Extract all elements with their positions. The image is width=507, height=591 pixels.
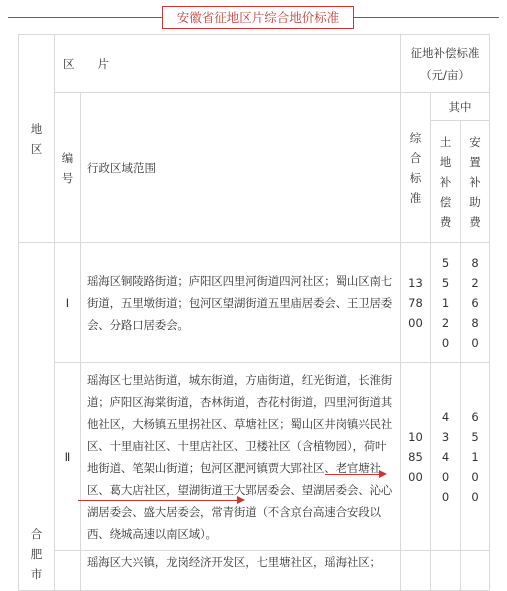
resettle-value-cell [461, 243, 490, 363]
zone-scope: 瑶海区七里站街道，城东街道，方庙街道，红光街道，长淮街道；庐阳区海棠街道，杏林街道，杏花村街道，四里河街道其他社区，大杨镇五里拐社区、草塘社区；蜀山区井岗镇兴民社区、十里庙社区、十里店社区、卫楼社区（含植物园），荷叶地街道、笔架山街道；包河区淝河镇贾大郢社区、老官塘社区、葛大店社区，望湖街道王大郢居委会、望湖居委会、沁心湖居委会、盛大居委会，常青街道（不含京台高速合安段以西、绕城高速以南区域）。 [81, 363, 401, 551]
resettle-value-cell [461, 363, 490, 551]
land-value: 5 5 1 2 0 [441, 255, 450, 350]
zone-number: Ⅰ [55, 243, 81, 363]
header-row-2 [19, 93, 490, 121]
overall-value-cell [401, 243, 431, 363]
scope-header: 行政区域范围 [87, 160, 156, 175]
land-price-table [18, 34, 490, 591]
zone-scope: 瑶海区大兴镇，龙岗经济开发区，七里塘社区，瑶海社区； [81, 551, 401, 591]
number-header: 编 号 [61, 150, 74, 185]
header-row-1 [19, 35, 490, 93]
title-banner [0, 0, 507, 32]
compensation-header: 征地补偿标准 [410, 45, 480, 60]
compensation-unit: （元/亩） [420, 67, 470, 82]
compensation-header-cell [401, 35, 490, 93]
overall-header: 综 合 标 准 [409, 130, 422, 205]
zone-header: 区 片 [63, 56, 109, 71]
city-name: 合 肥 市 [30, 527, 43, 581]
region-header: 地 区 [30, 121, 43, 156]
land-value-cell [431, 243, 461, 363]
region-header-cell [19, 35, 55, 243]
annotation-arrow [325, 474, 380, 475]
zone-scope: 瑶海区铜陵路街道；庐阳区四里河街道四河社区；蜀山区南七街道，五里墩街道；包河区望湖街道五里庙居委会、王卫居委会、分路口居委会。 [81, 243, 401, 363]
resettle-header-cell [461, 121, 490, 243]
overall-value: 10 85 00 [408, 429, 423, 484]
zone-number: Ⅱ [55, 363, 81, 551]
land-compensation-header: 土 地 补 偿 费 [439, 134, 452, 229]
of-which-header-cell [431, 93, 490, 121]
resettle-value: 8 2 6 8 0 [471, 255, 479, 350]
annotation-arrow [78, 500, 238, 501]
land-value: 4 3 4 0 0 [441, 409, 450, 504]
page-title: 安徽省征地区片综合地价标准 [162, 6, 354, 29]
land-value-cell [431, 363, 461, 551]
number-header-cell [55, 93, 81, 243]
resettle-value: 6 5 1 0 0 [471, 409, 479, 504]
overall-header-cell [401, 93, 431, 243]
table-row [19, 363, 490, 551]
zone-header-cell [55, 35, 401, 93]
overall-value: 13 78 00 [408, 275, 423, 330]
scope-header-cell [81, 93, 401, 243]
overall-value-cell [401, 363, 431, 551]
table-row [19, 243, 490, 363]
resettlement-header: 安 置 补 助 费 [469, 134, 481, 229]
land-header-cell [431, 121, 461, 243]
city-cell [19, 243, 55, 591]
of-which-header: 其中 [448, 99, 472, 114]
